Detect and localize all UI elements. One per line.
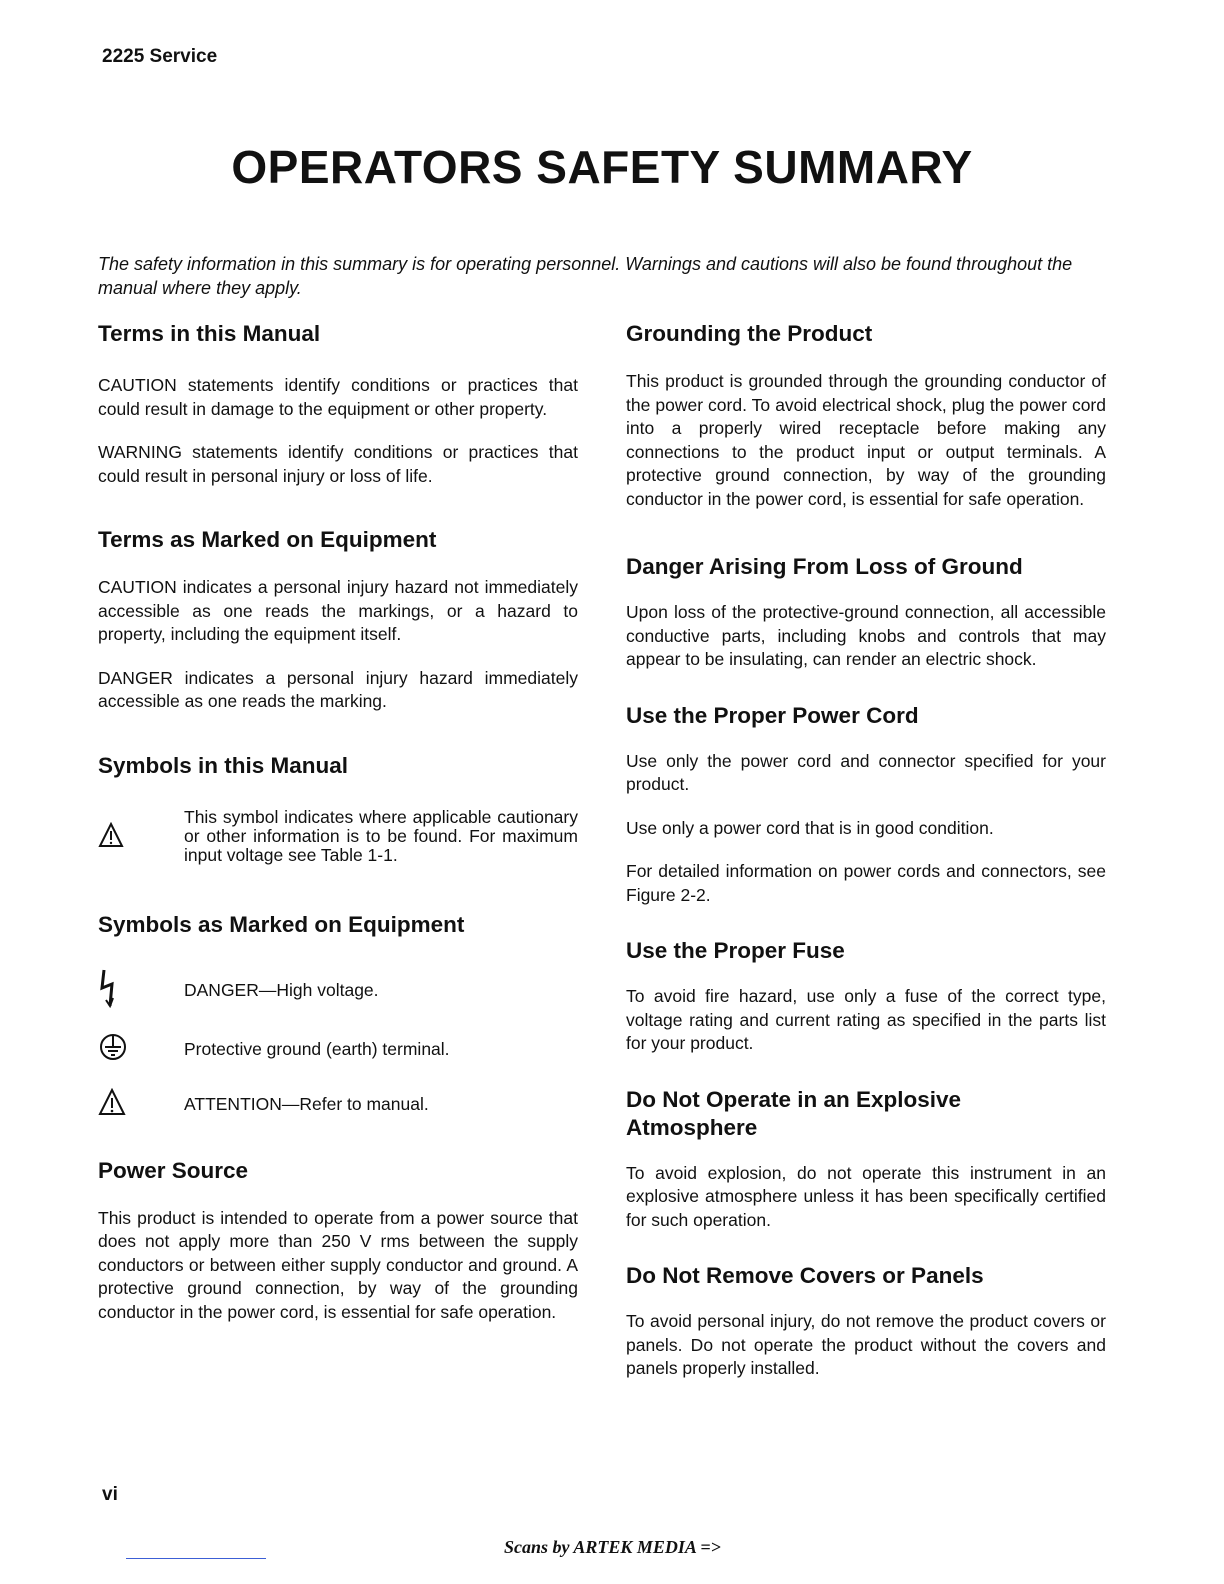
fuse-paragraph: To avoid fire hazard, use only a fuse of the correct type, voltage rating and current rating as specified in the parts list for your product.: [626, 986, 1106, 1053]
power-source-paragraph: This product is intended to operate from a power source that does not apply more than 250 V rms between the supply conductors or between either supply conductor and ground. A protective ground connection, by way of the grounding conductor in the power cord, is essential for safe operation.: [98, 1207, 578, 1322]
ground-symbol-row: [98, 1019, 578, 1081]
warning-statement-paragraph: WARNING statements identify conditions or practices that could result in personal injury or loss of life.: [98, 442, 578, 486]
danger-ground-paragraph: Upon loss of the protective-ground connection, all accessible conductive parts, including knobs and controls that may appear to be insulating, can render an electric shock.: [626, 602, 1106, 669]
caution-indicates-paragraph: CAUTION indicates a personal injury hazard not immediately accessible as one reads the markings, or a hazard to property, including the equipment itself.: [98, 577, 578, 644]
ground-terminal-label: Protective ground (earth) terminal.: [184, 1039, 450, 1059]
explosive-paragraph: To avoid explosion, do not operate this instrument in an explosive atmosphere unless it has been specifically certified for such operation.: [626, 1162, 1106, 1230]
danger-indicates-paragraph: DANGER indicates a personal injury hazard immediately accessible as one reads the marking.: [98, 667, 578, 711]
caution-triangle-icon: [98, 808, 184, 853]
caution-symbol-description: This symbol indicates where applicable cautionary or other information is to be found. For maximum input voltage see Table 1-1.: [184, 806, 578, 865]
section-heading-terms-manual: Terms in this Manual: [98, 321, 321, 346]
section-heading-power-cord: Use the Proper Power Cord: [626, 702, 919, 728]
right-column: [626, 320, 1106, 1381]
covers-paragraph: To avoid personal injury, do not remove the product covers or panels. Do not operate the product without the covers and panels properly installed.: [626, 1311, 1106, 1378]
section-heading-fuse: Use the Proper Fuse: [626, 938, 845, 963]
running-header: 2225 Service: [102, 46, 218, 67]
left-column: [98, 320, 578, 1324]
page-number: vi: [102, 1484, 118, 1505]
scan-credit: Scans by ARTEK MEDIA =>: [504, 1537, 721, 1557]
high-voltage-symbol-row: [98, 963, 578, 1019]
intro-paragraph: The safety information in this summary is for operating personnel. Warnings and cautions will also be found throughout the manual where they apply.: [98, 254, 1073, 298]
section-heading-explosive: Do Not Operate in an Explosive Atmosphere: [626, 1086, 962, 1140]
attention-triangle-icon: [98, 1088, 184, 1121]
caution-statement-paragraph: CAUTION statements identify conditions or practices that could result in damage to the equipment or other property.: [98, 375, 578, 419]
section-heading-danger-ground: Danger Arising From Loss of Ground: [626, 554, 1023, 579]
section-heading-terms-equipment: Terms as Marked on Equipment: [98, 527, 437, 552]
high-voltage-label: DANGER—High voltage.: [184, 980, 379, 1000]
page-title: OPERATORS SAFETY SUMMARY: [231, 141, 973, 193]
section-heading-power-source: Power Source: [98, 1157, 249, 1183]
caution-symbol-row: [98, 808, 578, 865]
ground-terminal-icon: [98, 1032, 184, 1067]
section-heading-symbols-equipment: Symbols as Marked on Equipment: [98, 911, 465, 937]
attention-label: ATTENTION—Refer to manual.: [184, 1094, 429, 1114]
attention-symbol-row: [98, 1081, 578, 1129]
section-heading-covers: Do Not Remove Covers or Panels: [626, 1263, 984, 1288]
power-cord-paragraph-3: For detailed information on power cords and connectors, see Figure 2-2.: [626, 861, 1106, 905]
grounding-paragraph: This product is grounded through the grounding conductor of the power cord. To avoid electrical shock, plug the power cord into a properly wired receptacle before making any connections to the product input or output terminals. A protective ground connection, by way of the grounding conductor in the power cord, is essential for safe operation.: [626, 371, 1106, 509]
scan-link-underline: [126, 1558, 266, 1559]
power-cord-paragraph-2: Use only a power cord that is in good condition.: [626, 817, 994, 838]
high-voltage-icon: [98, 968, 184, 1013]
power-cord-paragraph-1: Use only the power cord and connector specified for your product.: [626, 750, 1106, 794]
section-heading-symbols-manual: Symbols in this Manual: [98, 752, 349, 778]
section-heading-grounding: Grounding the Product: [626, 321, 873, 346]
